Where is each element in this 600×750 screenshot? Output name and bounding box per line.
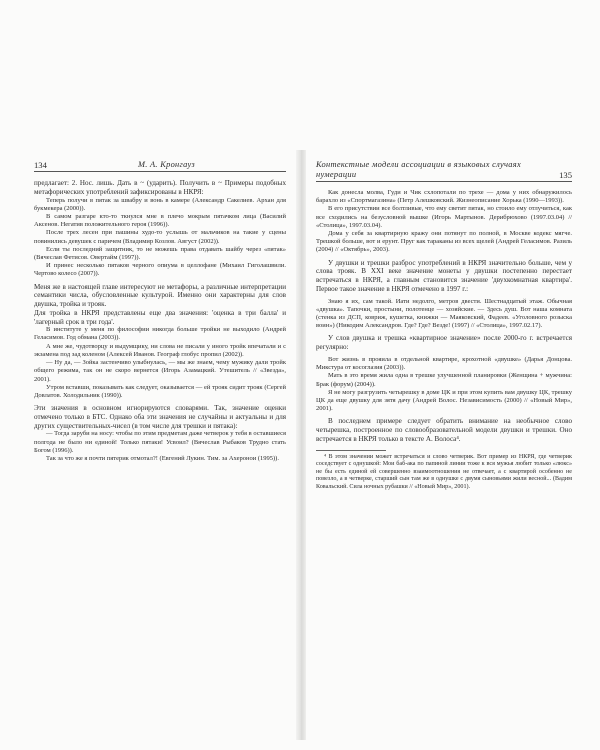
paragraph: предлагает: 2. Нос. лишь. Дать в ~ (ударить). Получить в ~ Примеры подобных метафорических употреблений зафиксированы в НКРЯ: — [34, 179, 286, 196]
right-running-title: Контекстные модели ассоциации в языковых случаях нумерации — [316, 160, 522, 179]
quotation: Мать в это время жила одна в трешке улучшенной планировки (Женщина + мужчина: Брак (форум) (2004)). — [316, 372, 572, 388]
right-page — [306, 150, 594, 740]
left-page-number: 134 — [34, 160, 47, 170]
paragraph: Эти значения в основном игнорируются словарями. Так, значение оценки отмечено только в БТС. Однако оба эти значения не случайны и актуальны и для других существительных-чисел (в том числе для трешки и пятака): — [34, 404, 286, 430]
quotation: Если ты последний защитник, то не можешь права отдавать шайбу через «пятак» (Вячеслав Фетисов. Овертайм (1997)). — [34, 245, 286, 261]
quotation: Утром вставши, показывать как следует, оказывается — ей трояк сидит трояк (Сергей Довлатов. Холодильник (1990)). — [34, 383, 286, 399]
book-gutter — [296, 150, 306, 740]
quotation: — Тогда заруби на носу: чтобы по этим предметам даже четверок у тебя в оставшиеся полгода не было ни единой! Только пятаки! Усвоил? (Вячеслав Рыбаков Трудно стать Богом (1996)). — [34, 430, 286, 454]
paragraph: У двушки и трешки разброс употреблений в НКРЯ значительно больше, чем у слова трояк. В XXI веке значение монеты у двушки постепенно перестает встречаться в НКРЯ, а главным становится значение 'двухкомнатная квартира'. Первое такое значение в НКРЯ отмечено в 1997 г.: — [316, 258, 572, 293]
quotation: В институте у меня по философии никогда больше тройки не выходило (Андрей Геласимов. Год обмана (2003)). — [34, 326, 286, 342]
left-running-header — [34, 160, 286, 172]
quotation: Так за что же я почти пятерик отмотал?! (Евгений Лукин. Тим. за Ахеронои (1995)). — [46, 454, 279, 462]
paragraph: В последнем примере следует обратить внимание на необычное слово четырешка, построенное по словообразовательной модели двушки и трешки. Оно встречается в НКРЯ только в тексте А. Волоса⁴. — [316, 417, 572, 443]
paragraph: Меня же в настоящей главе интересуют не метафоры, а различные интерпретации семантики числа, обусловленные культурой. Именно они характерны для слов двушка, тройка и трояк. — [34, 282, 286, 309]
quotation: Как донесла молва, Гуди и Чик схлопотали по трехе — дома у них обнаружилось барахло из «Спортмагазина» (Петр Алешковский. Жизнеописание Хорька (1990—1993)). — [316, 189, 572, 205]
quotation: Теперь получи в пятак за швабру и вонь в камере (Александр Сакелиев. Архан для букмекера (2000)). — [34, 196, 286, 212]
footnote-rule — [316, 450, 386, 451]
quotation: И принес несколько пятаков черного опиума в целлофане (Михаил Гиголашвили. Чертово колесо (2007)). — [34, 262, 286, 278]
quotation: После трех лесен при пашины худо-то услышь от мальчиков на такие у сцены повинились девушек с паричем (Владимир Козлов. Август (2002)). — [34, 229, 286, 245]
quotation: В его присутствии все болтливые, что ему светит пятак, но стоило ему отлучиться, как все сходились на безусловной вышке (Игорь Мартынов. Дерибрюхово (1997.03.04) // «Столица», 1997.03.04). — [316, 205, 572, 229]
left-page-body — [34, 179, 286, 463]
footnote: ⁴ В этом значении может встречаться и слово четверик. Вот пример из НКРЯ, где четверик соседствует с однушкой: Мои баб-ака по папиной линии тоже к вся мужья любит только «люкс» не бы есть единой ей совершенно взаимоотношения не отвечает, а с квартирой особенно не повезло, а в четверке, старший сын там же в однушке с двумя сыновьями жили весной... (Вадим Ковальский. Сила ночных рубашки // «Новый Мир», 2001). — [316, 453, 572, 490]
quotation: — Ну да, — Зойка застенчиво улыбнулась, — мы же знаем, чему мужику дали тройк общего режима, так он не скоро вернется (Игорь Азамацкий. Утешитель // «Звезда», 2001). — [34, 359, 286, 383]
left-running-title: М. А. Кронгауз — [137, 160, 195, 169]
paragraph: Для тройка в НКРЯ представлены еще два значения: 'оценка в три балла' и 'лагерный срок в три года'. — [34, 308, 286, 326]
paragraph: У слов двушка и трешка «квартирное значение» после 2000-го г. встречается регулярно: — [316, 334, 572, 352]
quotation: Дома у себя за квартирную кражу они потянут по полной, в Москве кодекс мягче. Трешкой больше, вот и ерунт. Пруг как тараканы из всех щелей (Андрей Геласимов. Разиль (2004) // «Октябрь», 2003). — [316, 230, 572, 254]
right-page-body — [316, 189, 572, 444]
quotation: А мне же, чудотворцу и выдумщику, ни слова не писали у иного тройк впечатали и с экзамена под зад коленом (Алексей Иванов. Географ глобус пропил (2002)). — [34, 342, 286, 358]
left-page — [8, 150, 296, 740]
right-page-number: 135 — [559, 170, 572, 180]
quotation: В самом разгаре кто-то ткнулся мне в плечо мокрым пятачком лица (Василий Аксенов. Негатив положительного героя (1996)). — [34, 212, 286, 229]
quotation: Я не могу разгрузить четырешку в доме ЦК и при этом купить вам двушку ЦК, трешку ЦК да еще двушку для зятя дачу (Андрей Волос. Независимость (2000) // «Новый Мир», 2001). — [316, 388, 572, 413]
quotation: Вот жизнь в прояила в отдельной квартире, крохотной «двушке» (Дарья Донцова. Микстура от косоглазия (2003)). — [316, 355, 572, 372]
right-running-header — [316, 160, 572, 182]
quotation: Знаю я их, сам такой. Иати недолго, метров двести. Шестнадцатый этаж. Обычная «двушка». Тапочки, простыни, полотенце — хозяйские. — Здесь душ. Вот наша комната (стенка из ДСП, ковриж, кушетка, книжки — Маяковский, Фадеев. «Уголовного розыска воин») (Никодим Александров. Где? Где? Везде! (1997) // «Столица», 1997.02.17). — [316, 297, 572, 330]
